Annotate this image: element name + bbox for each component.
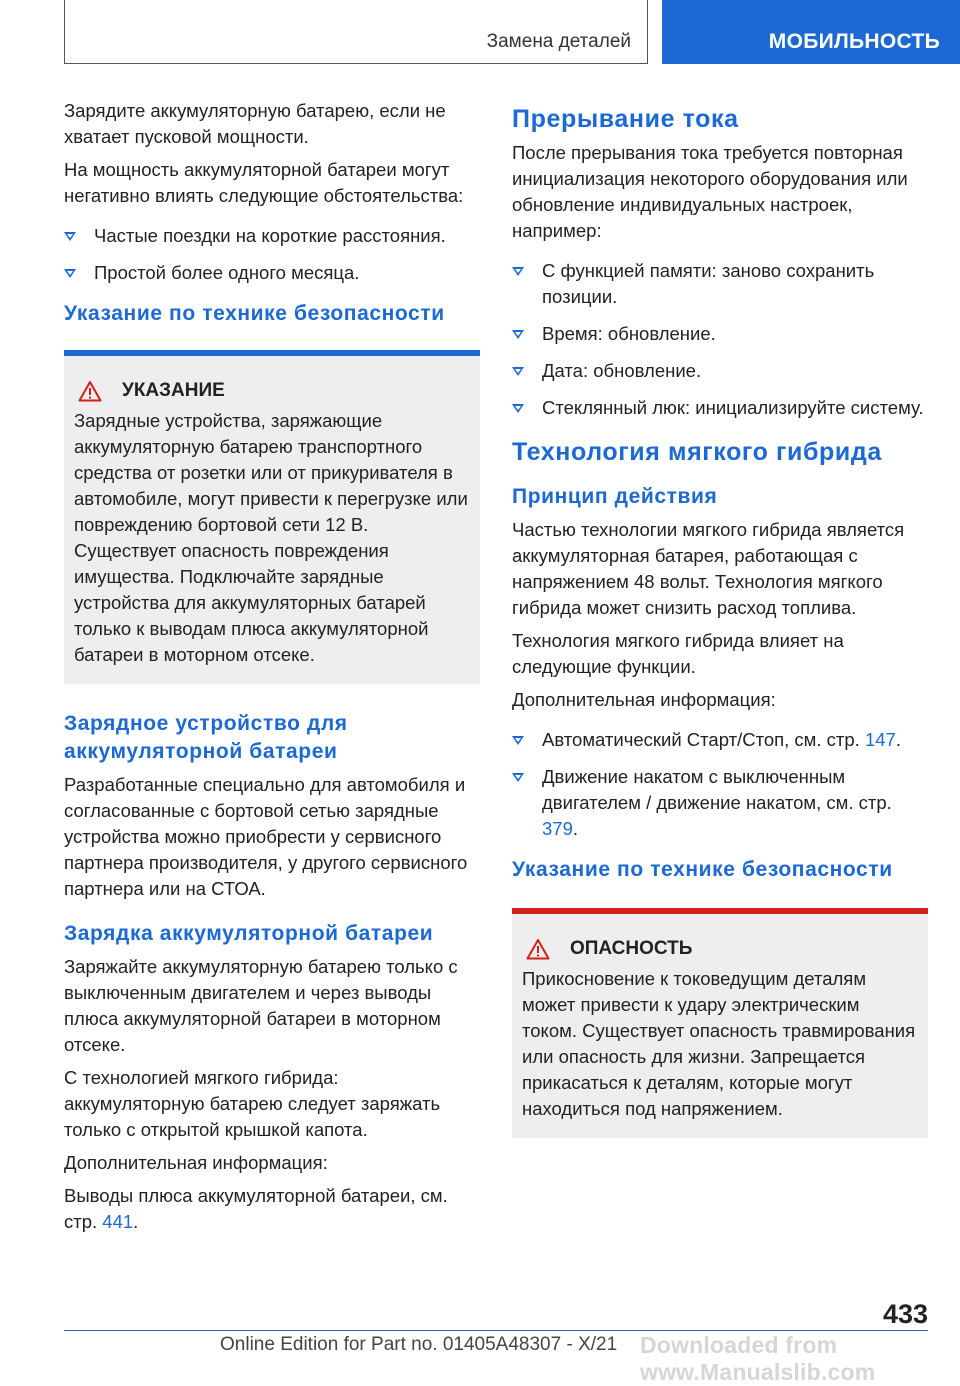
- list-item: Дата: обновление.: [512, 358, 928, 384]
- triangle-bullet-icon: [512, 736, 524, 745]
- intro-paragraph-2: На мощность аккумуляторной батареи могут негативно влиять следующие обстоятельства:: [64, 159, 464, 206]
- list-item: Частые поездки на короткие расстояния.: [64, 223, 480, 249]
- section-title: Замена деталей: [486, 31, 631, 52]
- triangle-bullet-icon: [512, 330, 524, 339]
- principle-paragraph-1: Частью технологии мягкого гибрида является аккумуляторная батарея, работающая с напряжением 48 вольт. Технология мягкого гибрида может снизить расход топлива.: [512, 519, 905, 618]
- notice-title: УКАЗАНИЕ: [122, 380, 225, 401]
- watermark: Downloaded from www.Manualslib.com: [640, 1332, 876, 1385]
- list-item: С функцией памяти: заново сохранить позиции.: [512, 258, 928, 310]
- principle-heading: Принцип действия: [512, 485, 718, 508]
- interruption-list: [512, 258, 928, 421]
- danger-text: Прикосновение к токоведущим деталям может привести к удару электрическим током. Существует опасность травмирования или опасность для жизни. Запрещается прикасаться к деталям, которые могут находиться под напряжением.: [522, 968, 916, 1119]
- list-item: Время: обновление.: [512, 321, 928, 347]
- safety-heading-left: Указание по технике безопасности: [64, 302, 445, 325]
- notice-header: [74, 378, 468, 404]
- interruption-paragraph: После прерывания тока требуется повторная инициализация некоторого оборудования или обновление индивидуальных настроек, например:: [512, 142, 908, 241]
- page-link-147[interactable]: 147: [864, 729, 896, 750]
- danger-header: [522, 936, 916, 962]
- conditions-list: [64, 223, 480, 286]
- chapter-title: МОБИЛЬНОСТЬ: [768, 30, 940, 53]
- charger-heading: Зарядное устройство для аккумуляторной батареи: [64, 712, 348, 763]
- page-link-379[interactable]: 379: [542, 818, 573, 839]
- notice-box: [64, 350, 480, 684]
- notice-text: Зарядные устройства, заряжающие аккумуляторную батарею транспортного средства от розетки или от прикуривателя в автомобиле, могут привести к перегрузке или повреждению бортовой сети 12 В. Существует опасность повреждения имущества. Подключайте зарядные устройства для аккумуляторных батарей только к выводам плюса аккумуляторной батареи в моторном отсеке.: [74, 410, 468, 665]
- warning-icon: [78, 380, 102, 402]
- triangle-bullet-icon: [512, 267, 524, 276]
- list-item: Движение накатом с выключенным двигателем / движение накатом, см. стр. 379.: [512, 764, 928, 842]
- charger-paragraph: Разработанные специально для автомобиля и согласованные с бортовой сетью зарядные устройства можно приобрести у сервисного партнера производителя, у другого сервисного партнера или на СТОА.: [64, 774, 468, 899]
- page-number: 433: [882, 1299, 928, 1329]
- triangle-bullet-icon: [64, 232, 76, 241]
- footer-divider: [64, 1330, 928, 1331]
- charging-heading: Зарядка аккумуляторной батареи: [64, 922, 434, 945]
- charging-paragraph-1: Заряжайте аккумуляторную батарею только с выключенным двигателем и через выводы плюса аккумуляторной батареи в моторном отсеке.: [64, 956, 458, 1055]
- warning-icon: [526, 938, 550, 960]
- principle-paragraph-2: Технология мягкого гибрида влияет на следующие функции.: [512, 630, 844, 677]
- page-link-441[interactable]: 441: [102, 1211, 134, 1232]
- intro-paragraph-1: Зарядите аккумуляторную батарею, если не хватает пусковой мощности.: [64, 100, 446, 147]
- danger-title: ОПАСНОСТЬ: [570, 938, 693, 959]
- danger-box: [512, 908, 928, 1138]
- triangle-bullet-icon: [512, 404, 524, 413]
- edition-text: Online Edition for Part no. 01405A48307 - X/21: [220, 1334, 618, 1355]
- triangle-bullet-icon: [512, 367, 524, 376]
- mild-hybrid-heading: Технология мягкого гибрида: [512, 438, 882, 466]
- list-item: Простой более одного месяца.: [64, 260, 480, 286]
- terminals-reference: Выводы плюса аккумуляторной батареи, см. стр. 441.: [64, 1185, 448, 1232]
- more-info-label: Дополнительная информация:: [512, 689, 776, 710]
- triangle-bullet-icon: [64, 269, 76, 278]
- left-column: [64, 98, 480, 1242]
- header-section-box: [64, 0, 648, 64]
- list-item: Автоматический Старт/Стоп, см. стр. 147.: [512, 727, 928, 753]
- triangle-bullet-icon: [512, 773, 524, 782]
- info-list: [512, 727, 928, 842]
- safety-heading-right: Указание по технике безопасности: [512, 858, 893, 881]
- header-chapter-box: [662, 0, 960, 64]
- interruption-heading: Прерывание тока: [512, 105, 739, 133]
- more-info-label: Дополнительная информация:: [64, 1152, 328, 1173]
- right-column: [512, 98, 928, 1138]
- charging-paragraph-2: С технологией мягкого гибрида: аккумуляторную батарею следует заряжать только с открытой крышкой капота.: [64, 1067, 441, 1140]
- list-item: Стеклянный люк: инициализируйте систему.: [512, 395, 928, 421]
